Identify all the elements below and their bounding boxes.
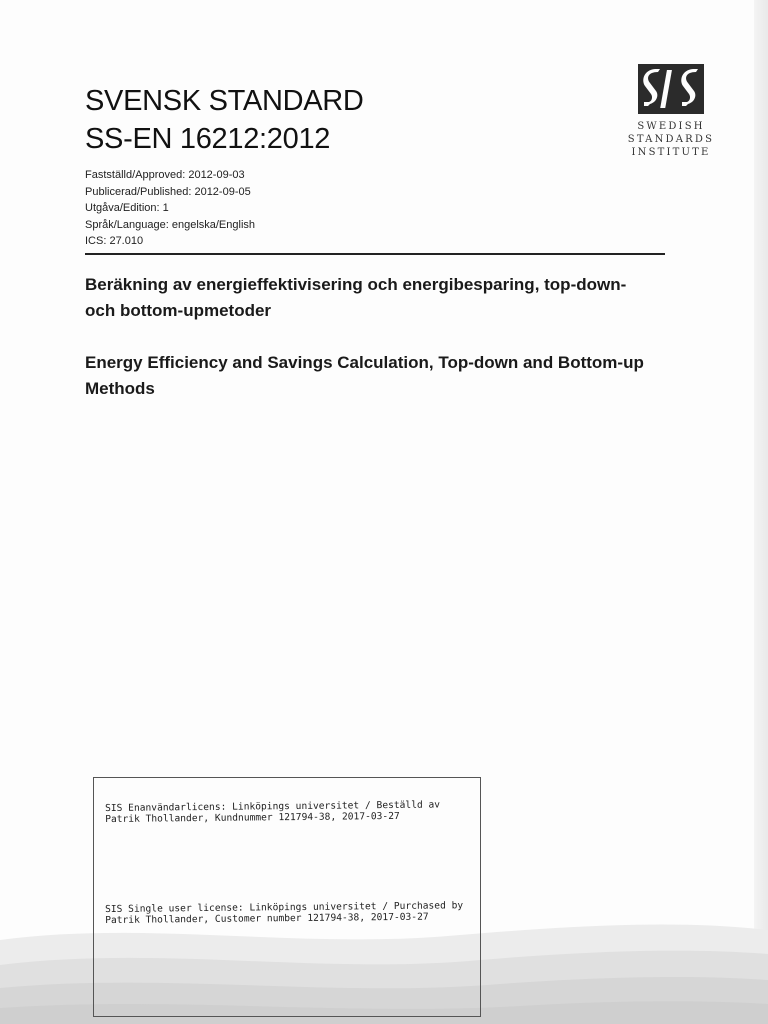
logo-line-swedish: SWEDISH	[637, 121, 705, 132]
license-english	[105, 900, 463, 926]
license-swedish	[105, 799, 440, 825]
published-date: Publicerad/Published: 2012-09-05	[85, 185, 251, 198]
logo-line-standards: STANDARDS	[627, 134, 715, 145]
logo-line-institute: INSTITUTE	[631, 147, 711, 158]
license-swedish-line1: SIS Enanvändarlicens: Linköpings universitet / Beställd av	[105, 799, 441, 814]
standard-number-title: SS-EN 16212:2012	[85, 123, 331, 155]
english-title: Energy Efficiency and Savings Calculation, Top-down and Bottom-up Methods	[85, 353, 644, 398]
license-english-line2: Patrik Thollander, Customer number 121794-38, 2017-03-27	[105, 911, 429, 926]
license-english-line1: SIS Single user license: Linköpings universitet / Purchased by	[105, 900, 464, 915]
license-box	[93, 777, 481, 1017]
standard-type-title: SVENSK STANDARD	[85, 85, 364, 117]
sis-logo-mark	[638, 64, 704, 114]
sis-logo-text	[622, 120, 720, 159]
sis-logo	[622, 64, 720, 159]
metadata-block	[85, 167, 255, 250]
language: Språk/Language: engelska/English	[85, 218, 256, 231]
swedish-title: Beräkning av energieffektivisering och energibesparing, top-down- och bottom-upmetoder	[85, 275, 627, 320]
edition: Utgåva/Edition: 1	[85, 202, 169, 214]
page-edge-shadow	[754, 0, 768, 1024]
header-divider	[85, 253, 665, 255]
license-swedish-line2: Patrik Thollander, Kundnummer 121794-38, 2017-03-27	[105, 810, 400, 825]
ics-code: ICS: 27.010	[85, 235, 144, 247]
approved-date: Fastställd/Approved: 2012-09-03	[85, 169, 245, 181]
standard-header	[85, 82, 364, 158]
